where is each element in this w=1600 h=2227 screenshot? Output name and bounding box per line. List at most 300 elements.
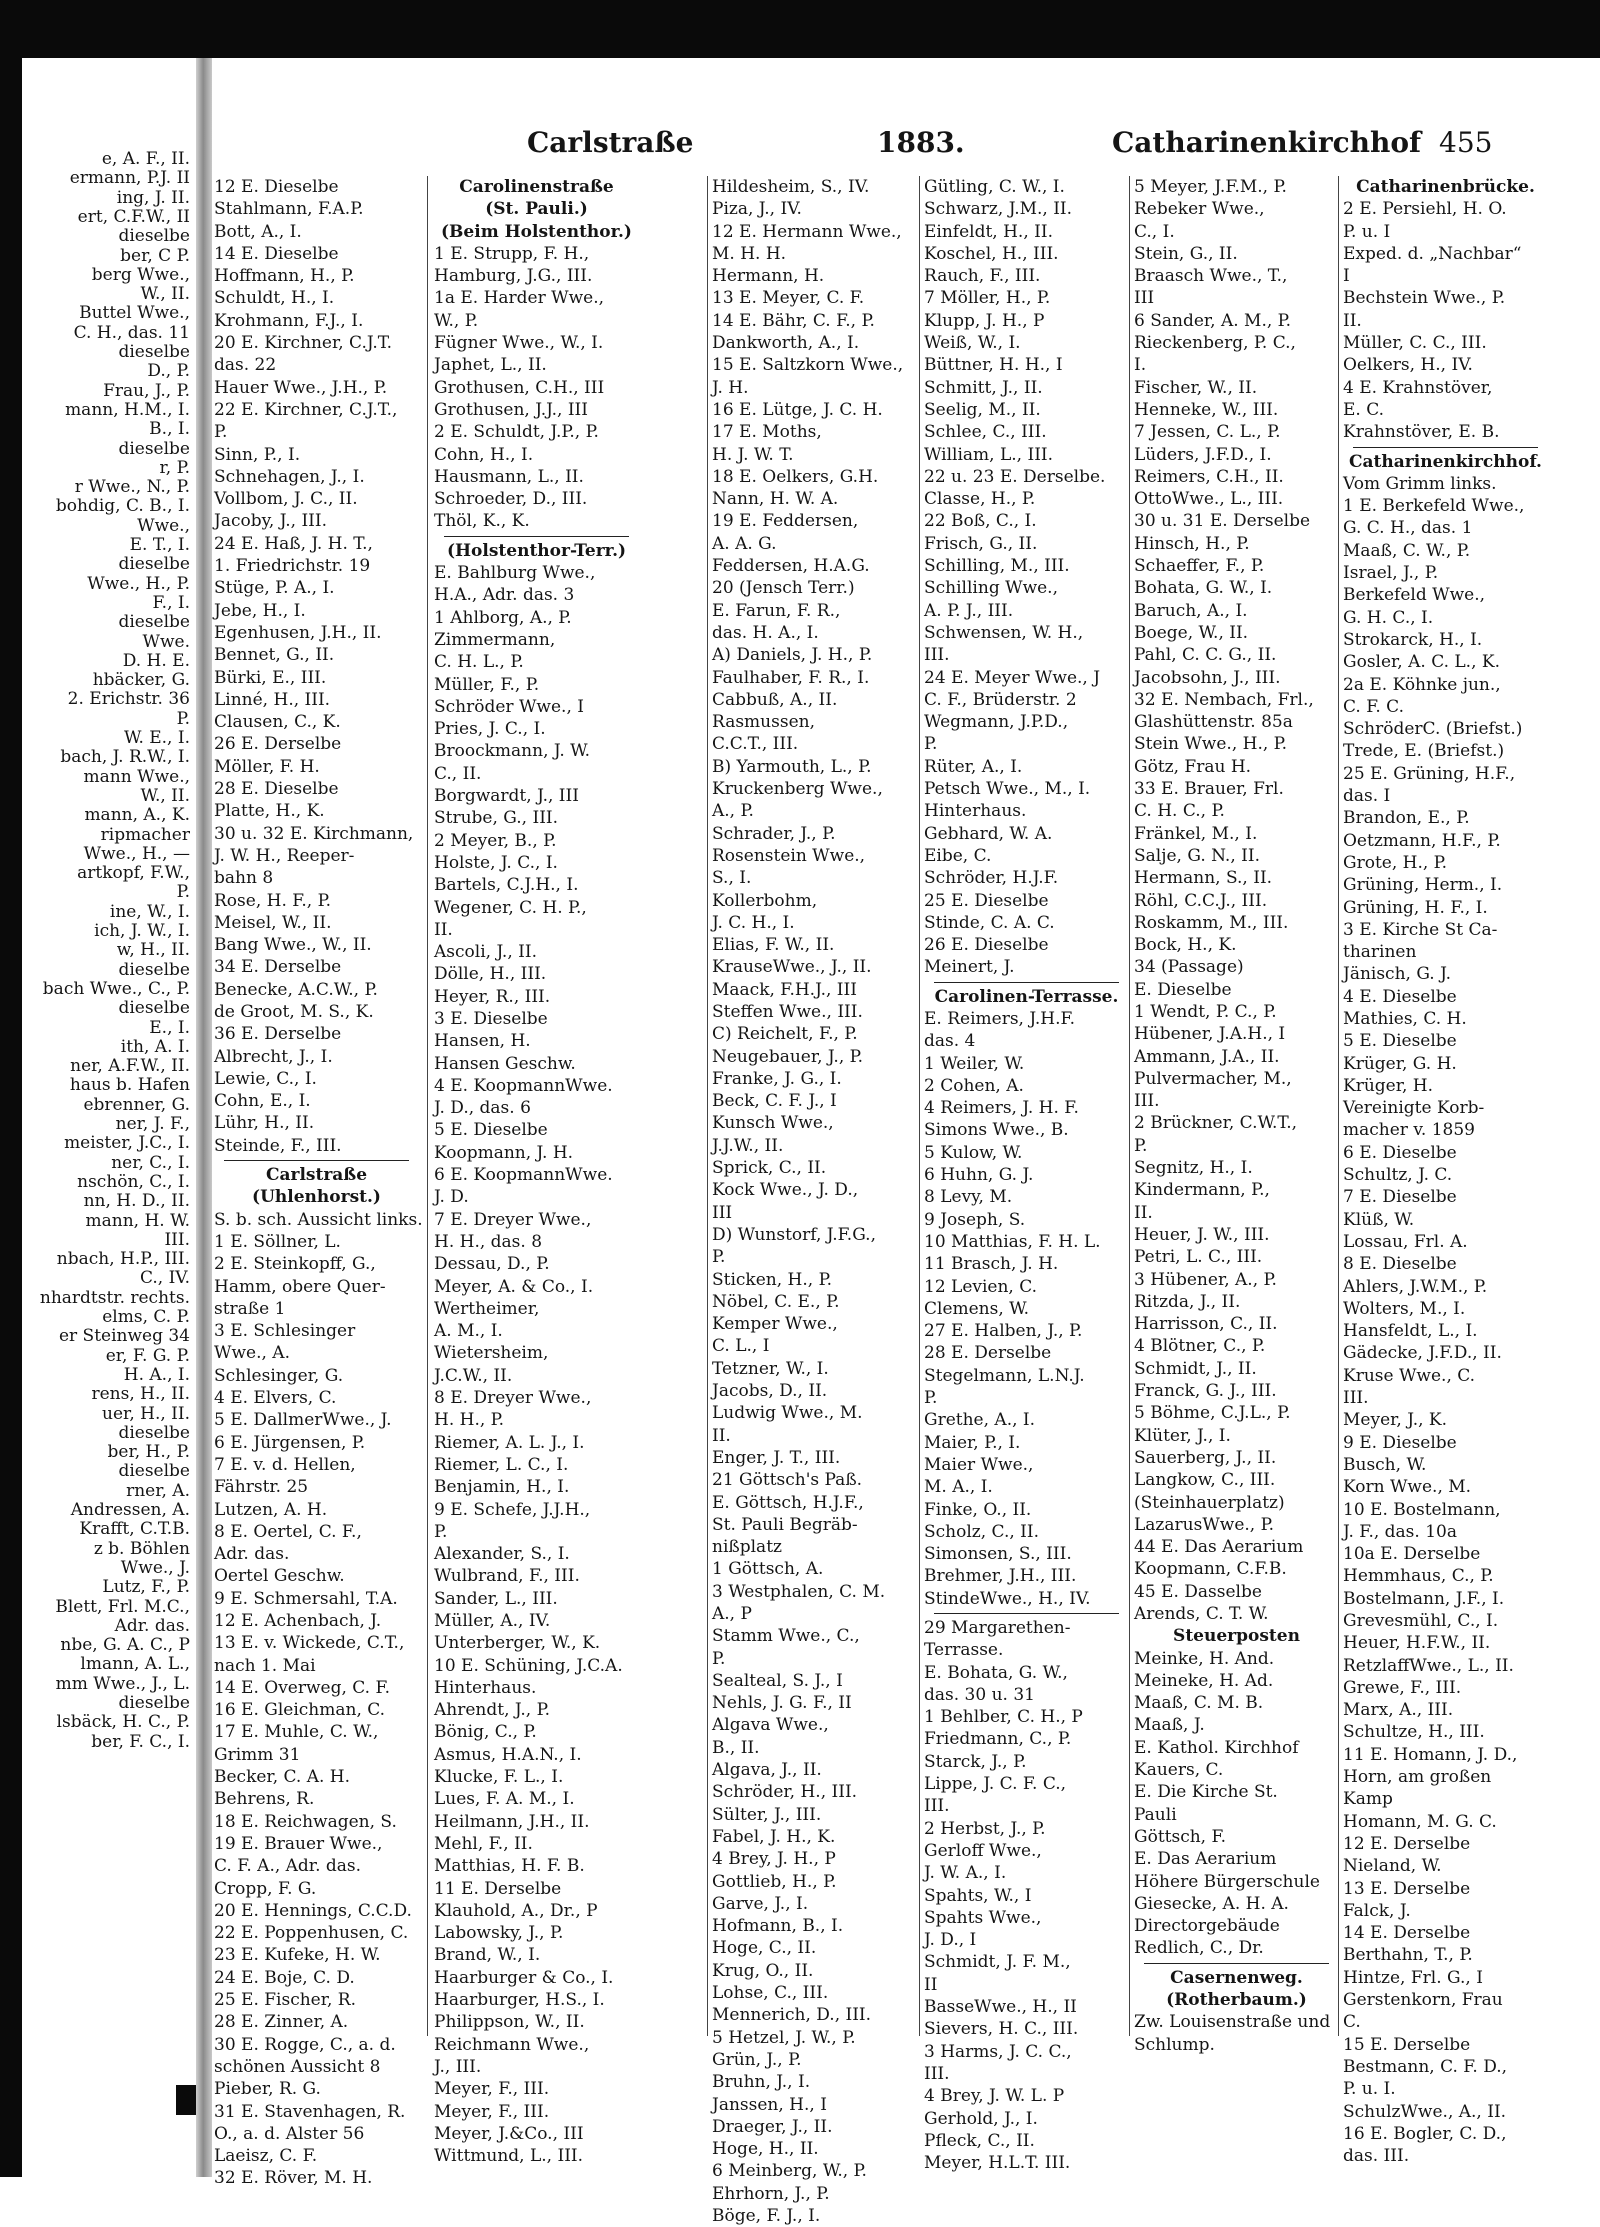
previous-page-entry: Blett, Frl. M.C.,	[55, 1596, 190, 1617]
directory-entry: Lüders, J.F.D., I.	[1134, 444, 1272, 465]
previous-page-entry: bohdig, C. B., I.	[55, 496, 190, 517]
directory-entry: Hinterhaus.	[924, 801, 1027, 822]
previous-page-entry: dieselbe	[118, 554, 190, 575]
section-rule	[1144, 1963, 1329, 1964]
directory-entry: 12 E. Achenbach, J.	[214, 1611, 382, 1631]
previous-page-entry: dieselbe	[118, 1693, 190, 1713]
previous-page-entry: e, A. F., II.	[101, 149, 190, 169]
section-heading: Catharinenkirchhof.	[1349, 451, 1542, 472]
previous-page-entry: Andressen, A.	[70, 1500, 190, 1520]
directory-entry: Langkow, C., III.	[1134, 1470, 1276, 1491]
directory-entry: II.	[712, 1425, 731, 1446]
directory-entry: 11 E. Derselbe	[434, 1878, 562, 1899]
page-number: 455	[1439, 126, 1493, 159]
directory-entry: Maier, P., I.	[924, 1432, 1021, 1453]
directory-entry: Draeger, J., II.	[712, 2116, 833, 2137]
column-2	[434, 176, 639, 2167]
directory-entry: 7 Jessen, C. L., P.	[1134, 422, 1281, 443]
directory-entry: III.	[1343, 1388, 1369, 1409]
previous-page-entry: Lutz, F., P.	[102, 1577, 190, 1598]
directory-entry: Bartels, C.J.H., I.	[434, 875, 579, 896]
directory-entry: Hermann, S., II.	[1134, 868, 1273, 889]
section-heading: Carlstraße	[265, 1165, 368, 1186]
directory-entry: 25 E. Dieselbe	[924, 890, 1049, 911]
directory-entry: Sealteal, S. J., I	[712, 1670, 843, 1691]
directory-entry: Schmitt, J., II.	[924, 377, 1043, 398]
directory-entry: Grethe, A., I.	[924, 1410, 1036, 1431]
directory-entry: Heuer, H.F.W., II.	[1343, 1633, 1491, 1654]
directory-entry: Fränkel, M., I.	[1134, 823, 1258, 844]
directory-entry: E. Die Kirche St.	[1134, 1782, 1278, 1803]
directory-entry: Benjamin, H., I.	[434, 1477, 570, 1498]
directory-entry: Schlump.	[1134, 2034, 1215, 2055]
directory-entry: Albrecht, J., I.	[214, 1046, 333, 1067]
directory-entry: Pries, J. C., I.	[434, 719, 546, 740]
directory-entry: Feddersen, H.A.G.	[712, 556, 870, 577]
previous-page-entry: nschön, C., I.	[77, 1171, 190, 1192]
directory-entry: Meinert, J.	[924, 957, 1015, 978]
directory-entry: Meisel, W., II.	[214, 912, 332, 933]
directory-entry: 3 Hübener, A., P.	[1134, 1269, 1277, 1290]
previous-page-entry: 2. Erichstr. 36	[67, 689, 190, 710]
previous-page-entry: Wwe., H., —	[83, 843, 190, 864]
directory-entry: I	[1343, 266, 1350, 287]
directory-entry: Klüter, J., I.	[1134, 1425, 1231, 1446]
previous-page-entry: H. A., I.	[123, 1364, 190, 1385]
directory-entry: Schuldt, H., I.	[214, 288, 335, 309]
directory-entry: Maaß, J.	[1134, 1715, 1205, 1736]
directory-entry: E. C.	[1343, 399, 1385, 420]
directory-entry: Thöl, K., K.	[434, 511, 530, 532]
directory-entry: Wolters, M., I.	[1343, 1298, 1466, 1319]
directory-entry: Matthias, H. F. B.	[434, 1856, 585, 1877]
directory-entry: 5 E. DallmerWwe., J.	[214, 1410, 392, 1431]
directory-entry: Henneke, W., III.	[1134, 399, 1279, 420]
directory-entry: P.	[434, 1521, 448, 1542]
directory-entry: 28 E. Dieselbe	[214, 779, 339, 800]
header-street-left: Carlstraße	[527, 126, 694, 159]
directory-entry: Israel, J., P.	[1343, 563, 1439, 584]
directory-entry: 8 E. Dreyer Wwe.,	[434, 1388, 592, 1409]
previous-page-entry: lmann, A. L.,	[80, 1654, 190, 1675]
directory-entry: Benecke, A.C.W., P.	[214, 979, 378, 1000]
previous-page-entry: Adr. das.	[114, 1615, 190, 1636]
previous-page-entry: hbäcker, G.	[92, 670, 190, 691]
directory-entry: A) Daniels, J. H., P.	[712, 645, 873, 666]
directory-entry: Salje, G. N., II.	[1134, 845, 1260, 866]
directory-entry: LazarusWwe., P.	[1134, 1514, 1275, 1535]
previous-page-entry: r, P.	[159, 457, 190, 478]
directory-entry: SchröderC. (Briefst.)	[1343, 719, 1523, 740]
directory-entry: Laeisz, C. F.	[214, 2146, 318, 2167]
directory-entry: Friedmann, C., P.	[924, 1729, 1072, 1750]
directory-entry: E. Farun, F. R.,	[712, 600, 841, 621]
directory-entry: 10a E. Derselbe	[1343, 1544, 1481, 1565]
directory-entry: Terrasse.	[924, 1640, 1004, 1661]
section-heading: Steuerposten	[1173, 1626, 1300, 1647]
directory-entry: Stahlmann, F.A.P.	[214, 199, 364, 220]
directory-entry: Pahl, C. C. G., II.	[1134, 645, 1277, 666]
directory-entry: 32 E. Röver, M. H.	[214, 2168, 373, 2189]
directory-entry: Höhere Bürgerschule	[1134, 1871, 1320, 1892]
directory-entry: Pfleck, C., II.	[924, 2130, 1035, 2151]
directory-entry: 28 E. Derselbe	[924, 1343, 1052, 1364]
previous-page-entry: bach Wwe., C., P.	[42, 978, 190, 999]
directory-entry: Schmidt, J., II.	[1134, 1358, 1257, 1379]
directory-entry: Schröder, H.J.F.	[924, 868, 1059, 889]
directory-entry: Gebhard, W. A.	[924, 823, 1053, 844]
directory-entry: Stegelmann, L.N.J.	[924, 1365, 1085, 1386]
directory-entry: Sander, L., III.	[434, 1588, 558, 1609]
directory-entry: 2 E. Steinkopff, G.,	[214, 1254, 376, 1275]
directory-entry: Ludwig Wwe., M.	[712, 1403, 863, 1424]
directory-entry: Tetzner, W., I.	[712, 1358, 829, 1379]
directory-entry: 5 Meyer, J.F.M., P.	[1134, 177, 1287, 197]
directory-entry: Rauch, F., III.	[924, 266, 1041, 287]
directory-entry: Haarburger, H.S., I.	[434, 1990, 605, 2011]
directory-entry: Directorgebäude	[1134, 1916, 1280, 1937]
directory-entry: Ascoli, J., II.	[434, 942, 537, 963]
directory-entry: BasseWwe., H., II	[924, 1997, 1077, 2018]
directory-entry: J.J.W., II.	[712, 1135, 784, 1156]
directory-entry: Brehmer, J.H., III.	[924, 1566, 1077, 1587]
directory-entry: Gädecke, J.F.D., II.	[1343, 1343, 1502, 1364]
directory-entry: Schilling Wwe.,	[924, 578, 1058, 599]
directory-entry: 29 Margarethen-	[924, 1618, 1071, 1638]
directory-entry: Stamm Wwe., C.,	[712, 1626, 860, 1647]
directory-entry: Meyer, H.L.T. III.	[924, 2153, 1071, 2174]
directory-entry: 1 Weiler, W.	[924, 1053, 1025, 1074]
directory-entry: Hausmann, L., II.	[434, 466, 584, 487]
directory-entry: Schröder, H., III.	[712, 1782, 858, 1803]
directory-entry: Rüter, A., I.	[924, 756, 1023, 777]
directory-entry: Stinde, C. A. C.	[924, 912, 1055, 933]
directory-entry: macher v. 1859	[1343, 1120, 1475, 1141]
directory-entry: Braasch Wwe., T.,	[1134, 266, 1288, 287]
directory-entry: 2 Meyer, B., P.	[434, 830, 557, 851]
directory-entry: Lühr, H., II.	[214, 1113, 315, 1134]
directory-entry: William, L., III.	[924, 444, 1054, 465]
section-heading: (St. Pauli.)	[485, 199, 588, 220]
section-rule	[1353, 447, 1538, 448]
directory-entry: Pulvermacher, M.,	[1134, 1068, 1292, 1089]
directory-entry: Bock, H., K.	[1134, 935, 1237, 956]
directory-entry: Schmidt, J. F. M.,	[924, 1952, 1071, 1973]
directory-entry: J. W. A., I.	[924, 1863, 1007, 1884]
directory-entry: Gosler, A. C. L., K.	[1343, 652, 1501, 673]
directory-entry: 22 Boß, C., I.	[924, 511, 1037, 532]
directory-entry: 4 Brey, J. W. L. P	[924, 2086, 1065, 2107]
directory-entry: Wulbrand, F., III.	[434, 1566, 580, 1587]
directory-entry: Hinsch, H., P.	[1134, 533, 1250, 554]
directory-entry: nach 1. Mai	[214, 1655, 316, 1676]
previous-page-entry: er Steinweg 34	[58, 1326, 190, 1347]
directory-entry: 1 Behlber, C. H., P	[924, 1707, 1083, 1728]
directory-entry: 2 Cohen, A.	[924, 1075, 1024, 1096]
directory-entry: Lewie, C., I.	[214, 1068, 317, 1089]
directory-entry: Boege, W., II.	[1134, 622, 1249, 643]
directory-entry: Reichmann Wwe.,	[434, 2034, 590, 2055]
previous-page-entry: ine, W., I.	[109, 901, 190, 922]
directory-entry: Unterberger, W., K.	[434, 1633, 601, 1654]
directory-entry: 3 E. Schlesinger	[214, 1321, 356, 1342]
directory-entry: 14 E. Overweg, C. F.	[214, 1677, 391, 1698]
directory-entry: Behrens, R.	[214, 1789, 315, 1810]
directory-entry: Giesecke, A. H. A.	[1134, 1893, 1289, 1914]
directory-entry: Müller, F., P.	[434, 674, 540, 695]
directory-entry: Heuer, J. W., III.	[1134, 1224, 1270, 1245]
directory-entry: Petsch Wwe., M., I.	[924, 779, 1091, 800]
directory-entry: 2a E. Köhnke jun.,	[1343, 674, 1501, 695]
directory-entry: 18 E. Reichwagen, S.	[214, 1811, 397, 1832]
previous-page-entry: ner, A.F.W., II.	[70, 1056, 190, 1077]
directory-entry: Einfeldt, H., II.	[924, 221, 1053, 242]
directory-entry: E. Bahlburg Wwe.,	[434, 563, 596, 584]
directory-entry: RetzlaffWwe., L., II.	[1343, 1655, 1514, 1676]
directory-entry: 15 E. Saltzkorn Wwe.,	[712, 355, 904, 376]
directory-entry: das. 22	[214, 355, 277, 376]
directory-entry: 16 E. Bogler, C. D.,	[1343, 2123, 1507, 2144]
directory-entry: 26 E. Dieselbe	[924, 935, 1049, 956]
directory-entry: 24 E. Meyer Wwe., J	[924, 667, 1101, 688]
directory-entry: 9 E. Schmersahl, T.A.	[214, 1588, 398, 1609]
previous-page-entry: III.	[164, 1229, 190, 1250]
directory-entry: Nöbel, C. E., P.	[712, 1291, 840, 1312]
directory-entry: Koschel, H., III.	[924, 243, 1059, 264]
directory-entry: Grevesmühl, C., I.	[1343, 1611, 1499, 1631]
directory-entry: Lutzen, A. H.	[214, 1499, 328, 1520]
section-rule	[934, 982, 1119, 983]
previous-page-entry: ner, C., I.	[111, 1152, 190, 1173]
directory-entry: Exped. d. „Nachbar“	[1343, 243, 1522, 264]
directory-entry: Hermann, H.	[712, 266, 825, 287]
directory-entry: 45 E. Dasselbe	[1134, 1581, 1262, 1602]
directory-entry: Kauers, C.	[1134, 1760, 1224, 1781]
directory-entry: Korn Wwe., M.	[1343, 1477, 1472, 1498]
directory-entry: Clemens, W.	[924, 1298, 1030, 1319]
directory-entry: A., P.	[712, 801, 754, 822]
directory-entry: Falck, J.	[1343, 1900, 1411, 1921]
directory-entry: 24 E. Boje, C. D.	[214, 1967, 355, 1988]
directory-entry: E. Dieselbe	[1134, 979, 1232, 1000]
directory-entry: Schwensen, W. H.,	[924, 622, 1084, 643]
directory-entry: 1 Göttsch, A.	[712, 1559, 824, 1580]
column-divider	[919, 176, 920, 2036]
directory-entry: Grüning, Herm., I.	[1343, 875, 1503, 896]
directory-entry: 28 E. Zinner, A.	[214, 2012, 349, 2033]
previous-page-entry: nn, H. D., II.	[83, 1191, 190, 1212]
directory-entry: Haarburger & Co., I.	[434, 1967, 614, 1988]
directory-entry: Vom Grimm links.	[1343, 473, 1497, 494]
directory-entry: 4 Reimers, J. H. F.	[924, 1098, 1079, 1119]
directory-entry: Sauerberg, J., II.	[1134, 1447, 1277, 1468]
directory-entry: 1 Wendt, P. C., P.	[1134, 1001, 1277, 1022]
previous-page-entry: rner, A.	[126, 1480, 190, 1501]
directory-entry: Stein Wwe., H., P.	[1134, 734, 1288, 755]
directory-entry: 8 Levy, M.	[924, 1187, 1013, 1208]
directory-entry: Cohn, H., I.	[434, 444, 534, 465]
directory-entry: Clausen, C., K.	[214, 712, 341, 733]
previous-page-edge	[0, 150, 196, 1980]
directory-entry: W., P.	[434, 310, 479, 331]
directory-entry: Vollbom, J. C., II.	[214, 489, 358, 510]
directory-entry: Gerhold, J., I.	[924, 2108, 1038, 2129]
directory-entry: Hinterhaus.	[434, 1677, 537, 1698]
directory-entry: Fischer, W., II.	[1134, 377, 1258, 398]
previous-page-entry: ich, J. W., I.	[94, 921, 190, 941]
directory-entry: P.	[712, 1648, 726, 1669]
directory-entry: 2 E. Persiehl, H. O.	[1343, 199, 1507, 220]
directory-entry: II.	[434, 919, 453, 940]
directory-entry: C. F. C.	[1343, 696, 1404, 717]
previous-page-entry: nbach, H.P., III.	[56, 1249, 190, 1270]
directory-entry: Strube, G., III.	[434, 808, 559, 829]
directory-entry: Cropp, F. G.	[214, 1878, 317, 1899]
directory-entry: Classe, H., P.	[924, 489, 1036, 510]
section-heading: (Holstenthor-Terr.)	[446, 540, 627, 561]
directory-entry: 12 E. Hermann Wwe.,	[712, 221, 902, 242]
directory-entry: Petri, L. C., III.	[1134, 1247, 1263, 1268]
directory-entry: Schroeder, D., III.	[434, 489, 588, 510]
directory-entry: 15 E. Derselbe	[1343, 2034, 1471, 2055]
directory-entry: Schwarz, J.M., II.	[924, 199, 1073, 220]
previous-page-entry: P.	[176, 882, 190, 903]
directory-entry: H. H., das. 8	[434, 1231, 543, 1252]
directory-entry: 31 E. Stavenhagen, R.	[214, 2101, 406, 2122]
directory-entry: E. Bohata, G. W.,	[924, 1662, 1068, 1683]
previous-page-entry: W., II.	[140, 284, 190, 305]
directory-entry: Rieckenberg, P. C.,	[1134, 333, 1296, 354]
directory-entry: 4 E. Elvers, C.	[214, 1388, 337, 1409]
directory-entry: Klupp, J. H., P	[924, 310, 1045, 331]
directory-entry: Dölle, H., III.	[434, 964, 547, 985]
previous-page-entry: D. H. E.	[122, 650, 190, 671]
directory-entry: Strokarck, H., I.	[1343, 629, 1483, 650]
directory-entry: Kamp	[1343, 1789, 1393, 1810]
previous-page-entry: Wwe.	[142, 631, 190, 652]
directory-entry: P.	[1134, 1135, 1148, 1156]
directory-entry: Spahts, W., I	[924, 1885, 1032, 1906]
previous-page-entry: dieselbe	[118, 1461, 190, 1482]
directory-entry: Janssen, H., I	[712, 2094, 827, 2115]
directory-entry: Meinke, H. And.	[1134, 1648, 1275, 1669]
directory-entry: P. u. I	[1343, 221, 1391, 242]
directory-entry: C.	[1343, 2012, 1361, 2033]
directory-entry: Elias, F. W., II.	[712, 935, 835, 956]
directory-entry: 4 E. KoopmannWwe.	[434, 1075, 613, 1096]
previous-page-entry: Frau, J., P.	[103, 380, 190, 401]
directory-entry: Homann, M. G. C.	[1343, 1811, 1497, 1832]
directory-entry: 17 E. Moths,	[712, 422, 822, 443]
directory-entry: C., II.	[434, 763, 482, 784]
directory-entry: 24 E. Haß, J. H. T.,	[214, 533, 373, 554]
directory-entry: Franck, G. J., III.	[1134, 1381, 1277, 1402]
directory-entry: Ehrhorn, J., P.	[712, 2183, 830, 2204]
directory-entry: C) Reichelt, F., P.	[712, 1024, 858, 1045]
directory-entry: Enger, J. T., III.	[712, 1447, 841, 1468]
directory-entry: Brandon, E., P.	[1343, 808, 1470, 829]
previous-page-entry: dieselbe	[118, 998, 190, 1019]
header-year: 1883.	[877, 126, 965, 159]
previous-page-entry: mann Wwe.,	[83, 766, 190, 787]
directory-entry: Nann, H. W. A.	[712, 489, 839, 510]
previous-page-entry: lsbäck, H. C., P.	[56, 1712, 190, 1733]
directory-entry: Beck, C. F. J., I	[712, 1091, 837, 1112]
directory-entry: 20 E. Kirchner, C.J.T.	[214, 333, 393, 354]
directory-entry: Borgwardt, J., III	[434, 786, 579, 807]
directory-entry: H.A., Adr. das. 3	[434, 585, 575, 606]
directory-entry: Hemmhaus, C., P.	[1343, 1566, 1494, 1587]
directory-entry: Mehl, F., II.	[434, 1833, 533, 1854]
directory-entry: J. H.	[712, 377, 749, 398]
directory-entry: Stüge, P. A., I.	[214, 578, 335, 599]
directory-entry: Grewe, F., III.	[1343, 1677, 1462, 1698]
directory-entry: III	[712, 1202, 733, 1223]
directory-entry: 22 E. Kirchner, C.J.T.,	[214, 399, 398, 420]
directory-entry: Fügner Wwe., W., I.	[434, 333, 604, 354]
directory-entry: Scholz, C., II.	[924, 1521, 1039, 1542]
directory-entry: Schultze, H., III.	[1343, 1722, 1485, 1743]
section-heading: Carolinenstraße	[459, 177, 614, 197]
directory-entry: Zimmermann,	[434, 629, 556, 650]
directory-entry: Spahts Wwe.,	[924, 1907, 1042, 1928]
directory-entry: Alexander, S., I.	[434, 1544, 570, 1565]
directory-entry: Holste, J. C., I.	[434, 852, 558, 873]
previous-page-entry: ripmacher	[100, 824, 190, 845]
previous-page-entry: Wwe.,	[137, 515, 190, 536]
directory-entry: Gerloff Wwe.,	[924, 1840, 1042, 1861]
directory-entry: Müller, A., IV.	[434, 1611, 551, 1631]
directory-entry: Gerstenkorn, Frau	[1343, 1990, 1503, 2011]
directory-entry: Schultz, J. C.	[1343, 1165, 1453, 1186]
directory-entry: Riemer, A. L. J., I.	[434, 1432, 585, 1453]
directory-entry: Sievers, H. C., III.	[924, 2019, 1079, 2040]
directory-entry: Algava Wwe.,	[712, 1715, 829, 1736]
directory-entry: Grothusen, J.J., III	[434, 399, 588, 420]
directory-entry: 32 E. Nembach, Frl.,	[1134, 689, 1314, 710]
previous-page-entry: Buttel Wwe.,	[79, 303, 190, 324]
directory-entry: 13 E. Meyer, C. F.	[712, 288, 865, 309]
directory-entry: Hoge, H., II.	[712, 2139, 819, 2160]
previous-page-entry: mann, H. W.	[85, 1210, 190, 1231]
directory-entry: Jacobs, D., II.	[712, 1381, 828, 1402]
directory-entry: Wietersheim,	[434, 1343, 549, 1364]
directory-entry: Grüning, H. F., I.	[1343, 897, 1488, 918]
previous-page-entry: r Wwe., N., P.	[74, 477, 190, 498]
directory-entry: Bechstein Wwe., P.	[1343, 288, 1506, 309]
directory-entry: Hintze, Frl. G., I	[1343, 1967, 1483, 1988]
previous-page-entry: dieselbe	[118, 959, 190, 980]
directory-entry: 16 E. Lütge, J. C. H.	[712, 399, 883, 420]
previous-page-entry: nbe, G. A. C., P	[60, 1635, 190, 1656]
previous-page-entry: C. H., das. 11	[73, 322, 190, 343]
directory-entry: A. M., I.	[434, 1321, 503, 1342]
previous-page-entry: E., I.	[149, 1017, 190, 1038]
directory-entry: 18 E. Oelkers, G.H.	[712, 466, 879, 487]
directory-entry: Rebeker Wwe.,	[1134, 199, 1265, 220]
directory-entry: Kunsch Wwe.,	[712, 1113, 834, 1134]
previous-page-entry: bach, J. R.W., I.	[60, 747, 190, 768]
directory-entry: Oertel Geschw.	[214, 1566, 345, 1587]
directory-entry: J., III.	[434, 2056, 482, 2077]
directory-entry: Hildesheim, S., IV.	[712, 177, 870, 197]
directory-entry: Hansen Geschw.	[434, 1053, 576, 1074]
directory-entry: 19 E. Feddersen,	[712, 511, 859, 532]
directory-entry: P.	[924, 1388, 938, 1409]
directory-entry: Kindermann, P.,	[1134, 1180, 1270, 1201]
directory-entry: G. H. C., I.	[1343, 607, 1434, 628]
directory-entry: KrauseWwe., J., II.	[712, 957, 872, 978]
